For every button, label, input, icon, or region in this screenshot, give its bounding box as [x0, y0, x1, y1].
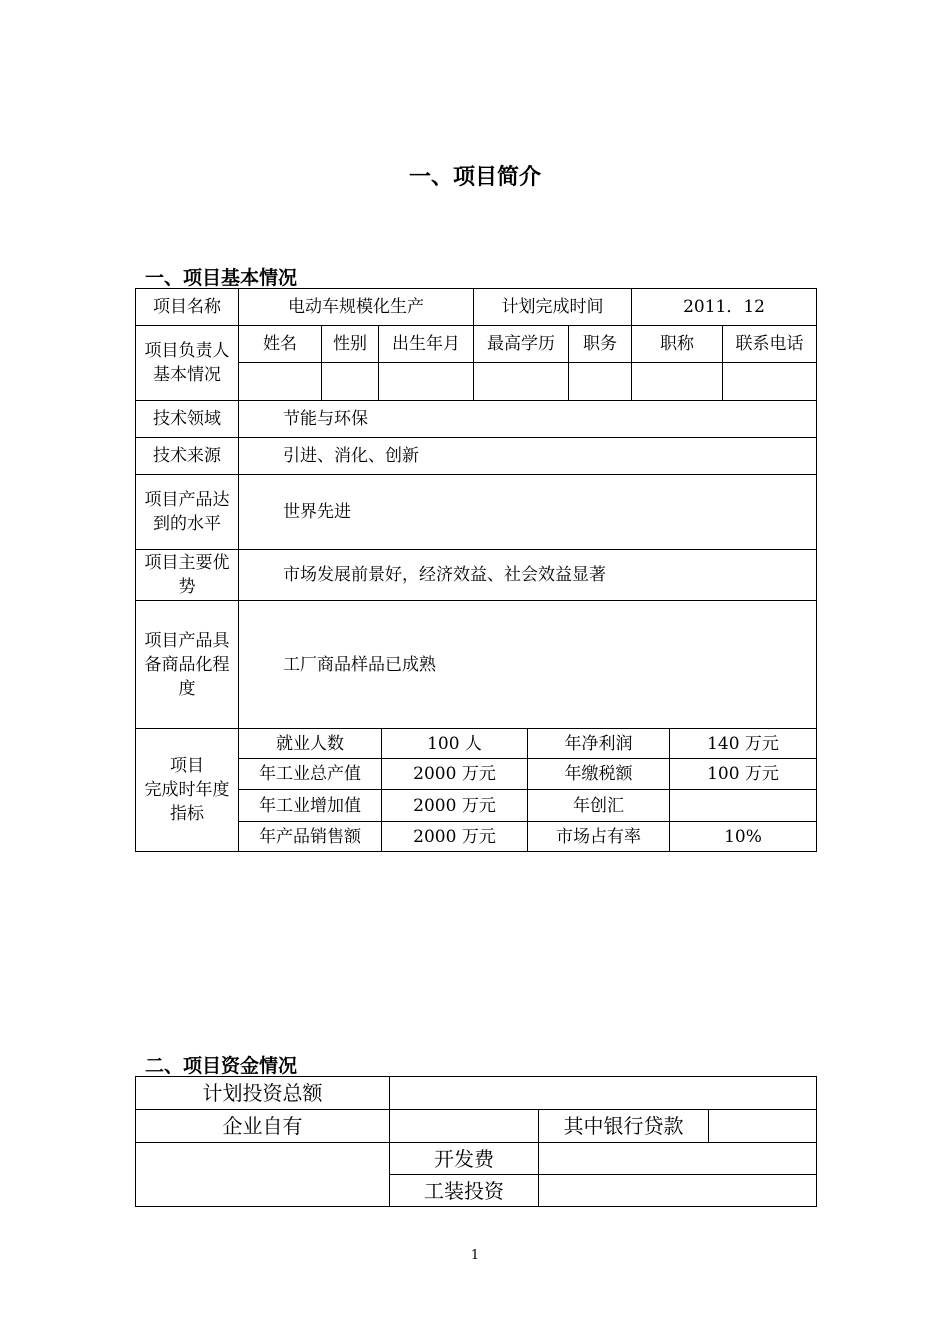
page-title: 一、项目简介: [408, 165, 541, 190]
leader-col-title: 职称: [632, 326, 723, 363]
indicator-value: 100 人: [382, 729, 528, 759]
indicator-key: 年缴税额: [528, 759, 670, 790]
indicator-value: 2000 万元: [382, 759, 528, 790]
total-investment-label: 计划投资总额: [136, 1077, 390, 1110]
leader-col-phone: 联系电话: [723, 326, 817, 363]
project-name-label: 项目名称: [136, 289, 239, 326]
indicator-key: 就业人数: [239, 729, 382, 759]
plan-time-label: 计划完成时间: [474, 289, 632, 326]
total-investment-value: [390, 1077, 817, 1110]
indicator-value: 10%: [670, 822, 817, 852]
funding-table: [135, 1076, 817, 1207]
indicator-key: 年产品销售额: [239, 822, 382, 852]
leader-col-gender: 性别: [322, 326, 379, 363]
section-1-heading: 一、项目基本情况: [145, 267, 298, 289]
indicators-label-line1: 项目: [170, 756, 204, 776]
indicator-key: 年创汇: [528, 790, 670, 822]
level-value: 世界先进: [239, 475, 817, 550]
advantage-label: 项目主要优势: [136, 550, 239, 601]
dev-cost-label: 开发费: [390, 1143, 539, 1175]
indicators-table: [135, 728, 817, 852]
advantage-value: 市场发展前景好，经济效益、社会效益显著: [239, 550, 817, 601]
indicator-key: 市场占有率: [528, 822, 670, 852]
tech-field-label: 技术领域: [136, 401, 239, 438]
leader-col-education: 最高学历: [474, 326, 569, 363]
tech-source-label: 技术来源: [136, 438, 239, 475]
own-funds-value: [390, 1110, 539, 1143]
leader-col-birth: 出生年月: [379, 326, 474, 363]
indicator-value: 2000 万元: [382, 790, 528, 822]
indicators-label: [136, 729, 239, 852]
plan-time-value: 2011．12: [632, 289, 817, 326]
leader-education-cell: [474, 363, 569, 401]
leader-col-position: 职务: [569, 326, 632, 363]
indicators-label-line2: 完成时年度指标: [144, 780, 230, 824]
leader-phone-cell: [723, 363, 817, 401]
section-2-heading: 二、项目资金情况: [145, 1055, 298, 1077]
leader-col-name: 姓名: [239, 326, 322, 363]
basic-info-table: [135, 288, 817, 729]
leader-title-cell: [632, 363, 723, 401]
bank-loan-label: 其中银行贷款: [539, 1110, 709, 1143]
indicator-value: [670, 790, 817, 822]
indicator-value: 100 万元: [670, 759, 817, 790]
leader-label: 项目负责人基本情况: [136, 326, 239, 401]
tech-field-value: 节能与环保: [239, 401, 817, 438]
indicator-key: 年工业增加值: [239, 790, 382, 822]
own-funds-label: 企业自有: [136, 1110, 390, 1143]
project-name-value: 电动车规模化生产: [239, 289, 474, 326]
leader-birth-cell: [379, 363, 474, 401]
commercial-value: 工厂商品样品已成熟: [239, 601, 817, 729]
page-number: 1: [470, 1248, 480, 1263]
tooling-value: [539, 1175, 817, 1207]
bank-loan-value: [709, 1110, 817, 1143]
leader-name-cell: [239, 363, 322, 401]
dev-cost-value: [539, 1143, 817, 1175]
indicator-value: 2000 万元: [382, 822, 528, 852]
indicator-key: 年工业总产值: [239, 759, 382, 790]
leader-position-cell: [569, 363, 632, 401]
funding-blank-cell: [136, 1143, 390, 1207]
level-label: 项目产品达到的水平: [136, 475, 239, 550]
leader-gender-cell: [322, 363, 379, 401]
indicator-key: 年净利润: [528, 729, 670, 759]
tooling-label: 工装投资: [390, 1175, 539, 1207]
indicator-value: 140 万元: [670, 729, 817, 759]
commercial-label: 项目产品具备商品化程度: [136, 601, 239, 729]
tech-source-value: 引进、消化、创新: [239, 438, 817, 475]
